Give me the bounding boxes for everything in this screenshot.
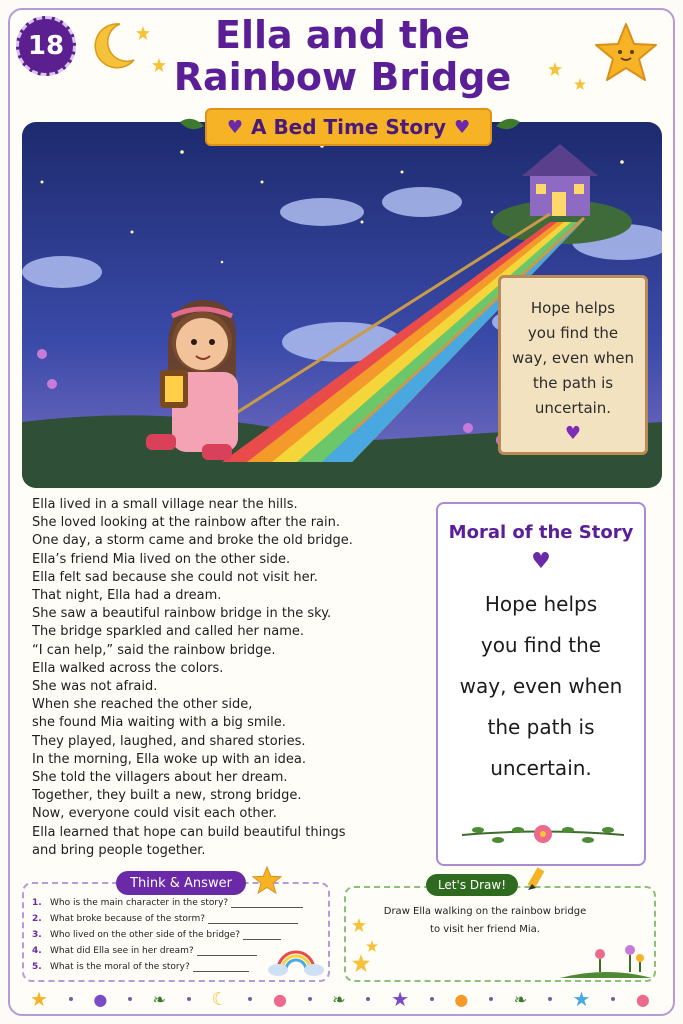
story-line: Ella’s friend Mia lived on the other side. bbox=[32, 551, 291, 567]
paw-icon: ● bbox=[272, 989, 287, 1009]
sign-line: you find the bbox=[527, 324, 619, 342]
question-item: 4. What did Ella see in her dream? bbox=[32, 946, 257, 956]
moral-line: way, even when bbox=[459, 674, 623, 698]
title-line-1: Ella and the bbox=[215, 13, 470, 57]
question-item: 2. What broke because of the storm? bbox=[32, 914, 298, 924]
story-line: “I can help,” said the rainbow bridge. bbox=[32, 642, 276, 658]
star-icon bbox=[366, 940, 378, 952]
page-number-badge: 18 bbox=[16, 16, 76, 76]
star-icon: ★ bbox=[572, 987, 591, 1011]
moon-icon: ☾ bbox=[211, 988, 228, 1010]
sign-line: uncertain. bbox=[534, 399, 612, 417]
story-line: She saw a beautiful rainbow bridge in the sky. bbox=[32, 606, 332, 622]
story-line: Ella walked across the colors. bbox=[32, 660, 224, 676]
smiling-star-icon bbox=[594, 22, 658, 82]
star-icon bbox=[352, 918, 366, 932]
question-item: 3. Who lived on the other side of the bridge? bbox=[32, 930, 281, 940]
star-icon bbox=[574, 78, 586, 90]
smiling-star-icon bbox=[252, 866, 282, 894]
story-line: Ella learned that hope can build beautiful things bbox=[32, 824, 346, 840]
hope-sign bbox=[498, 275, 648, 455]
heart-icon: ♥ bbox=[454, 116, 471, 138]
story-line: She was not afraid. bbox=[32, 679, 158, 695]
question-item: 5. What is the moral of the story? bbox=[32, 962, 249, 972]
question-item: 1. Who is the main character in the story? bbox=[32, 898, 303, 908]
moral-line: the path is bbox=[487, 715, 595, 739]
leaf-icon bbox=[178, 114, 206, 138]
paw-icon: ● bbox=[454, 989, 469, 1009]
answer-line[interactable] bbox=[208, 923, 298, 924]
star-icon bbox=[548, 62, 562, 76]
leaf-icon: ❧ bbox=[152, 989, 167, 1009]
moral-box bbox=[436, 502, 646, 866]
ribbon-text: A Bed Time Story bbox=[251, 115, 446, 139]
page-title bbox=[150, 14, 535, 98]
sign-line: way, even when bbox=[512, 349, 634, 367]
answer-line[interactable] bbox=[243, 939, 281, 940]
story-line: She told the villagers about her dream. bbox=[32, 770, 288, 786]
story-text bbox=[32, 496, 427, 860]
think-answer-heading: Think & Answer bbox=[116, 871, 246, 895]
story-line: Ella lived in a small village near the hills. bbox=[32, 497, 298, 512]
leaf-icon: ❧ bbox=[332, 989, 346, 1009]
title-line-2: Rainbow Bridge bbox=[173, 55, 512, 99]
star-icon bbox=[136, 26, 150, 40]
subtitle-ribbon bbox=[205, 108, 492, 146]
rainbow-cloud-icon bbox=[266, 944, 326, 978]
moral-line: Hope helps bbox=[484, 592, 598, 616]
moral-line: you find the bbox=[480, 633, 602, 657]
footer-decoration bbox=[30, 986, 650, 1012]
story-line: In the morning, Ella woke up with an idea. bbox=[32, 751, 306, 767]
story-line: she found Mia waiting with a big smile. bbox=[32, 715, 286, 731]
star-icon: ★ bbox=[391, 987, 410, 1011]
moral-text bbox=[438, 584, 644, 789]
moral-line: uncertain. bbox=[490, 756, 592, 780]
story-line: Now, everyone could visit each other. bbox=[32, 806, 277, 822]
moral-heading: Moral of the Story bbox=[448, 522, 634, 543]
story-line: She loved looking at the rainbow after the rain. bbox=[32, 515, 340, 531]
story-line: One day, a storm came and broke the old bridge. bbox=[32, 533, 353, 549]
story-line: They played, laughed, and shared stories. bbox=[32, 733, 306, 749]
flowers-icon bbox=[560, 944, 652, 980]
star-icon bbox=[352, 954, 370, 972]
sign-line: Hope helps bbox=[530, 299, 616, 317]
story-line: The bridge sparkled and called her name. bbox=[32, 624, 305, 640]
story-line: Together, they built a new, strong bridge. bbox=[32, 788, 302, 804]
draw-heading: Let's Draw! bbox=[426, 874, 518, 896]
star-icon: ★ bbox=[30, 987, 48, 1011]
draw-instructions: Draw Ella walking on the rainbow bridge to visit her friend Mia. bbox=[383, 906, 587, 935]
paw-icon: ● bbox=[93, 989, 108, 1009]
pencil-icon bbox=[524, 866, 548, 894]
story-line: Ella felt sad because she could not visit her. bbox=[32, 569, 318, 585]
story-line: That night, Ella had a dream. bbox=[32, 588, 222, 604]
story-line: When she reached the other side, bbox=[32, 697, 253, 713]
heart-icon: ♥ bbox=[226, 116, 243, 138]
answer-line[interactable] bbox=[197, 955, 257, 956]
leaf-icon: ❧ bbox=[513, 989, 528, 1009]
moon-icon bbox=[90, 20, 140, 72]
paw-icon: ● bbox=[635, 989, 650, 1009]
heart-icon: ♥ bbox=[531, 549, 551, 574]
leaf-icon bbox=[494, 114, 522, 138]
sign-line: the path is bbox=[532, 374, 614, 392]
vine-flower-icon bbox=[458, 820, 628, 850]
answer-line[interactable] bbox=[193, 971, 249, 972]
story-line: and bring people together. bbox=[32, 842, 206, 858]
heart-icon: ♥ bbox=[564, 423, 582, 444]
answer-line[interactable] bbox=[231, 907, 303, 908]
